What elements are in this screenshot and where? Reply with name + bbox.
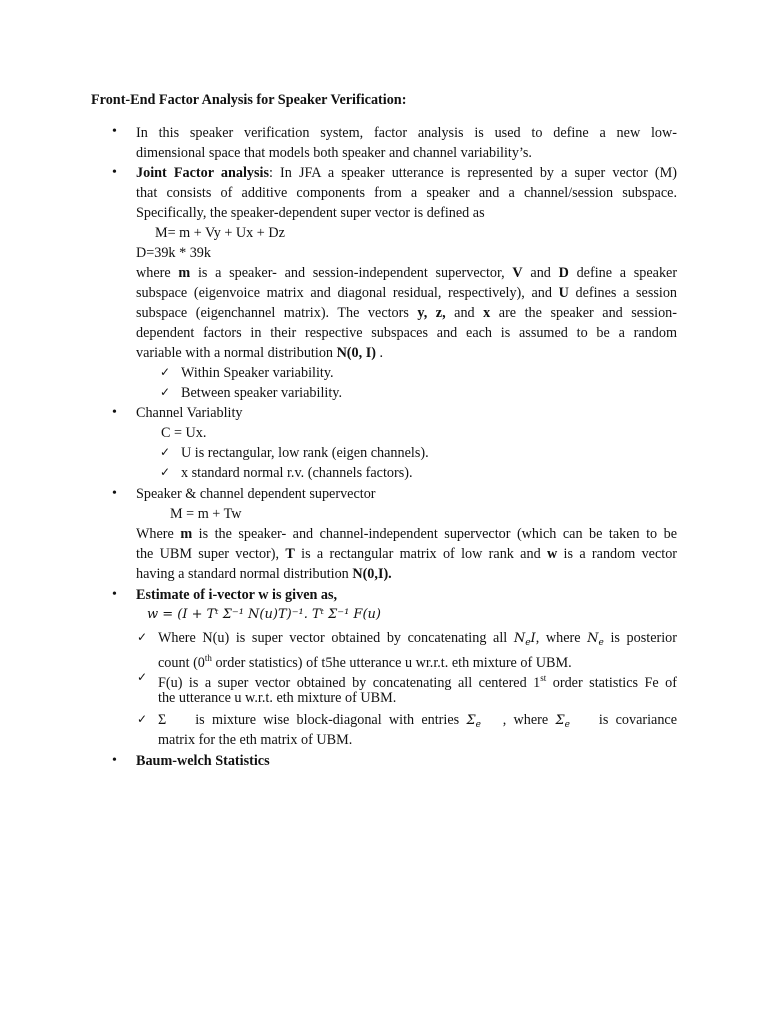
text: e [598,638,604,648]
jfa-line [136,343,383,363]
equation: M = m + Tw [170,506,242,522]
text: count (0 [158,655,205,671]
text: N(0, I) [336,345,376,361]
text: Estimate of i-vector w is given as, [136,587,338,603]
text: having a standard normal distribution [136,566,349,582]
ivector-label [136,585,337,605]
text: Σ [466,713,476,728]
text: th [204,653,212,663]
jfa-line [136,163,677,183]
text [555,713,570,728]
text: w [546,546,558,562]
check-item: Between speaker variability. [181,385,342,401]
text: are the speaker and session- [498,305,678,321]
ivector-line: the utterance u w.r.t. eth mixture of UBM. [158,690,397,706]
text: subspace (eigenchannel matrix). The vectors [136,305,409,321]
text: N [587,631,599,646]
check-icon: ✓ [160,445,171,459]
text: I [530,631,536,646]
text: and [530,265,551,281]
text: Σ [158,712,167,728]
check-icon: ✓ [160,385,171,399]
bullet-icon: • [112,753,117,768]
scd-line [136,564,392,584]
check-item: U is rectangular, low rank (eigen channels). [181,445,429,461]
scd-line [136,544,677,564]
text: subspace (eigenvoice matrix and diagonal residual, respectively), and [136,285,552,301]
check-icon: ✓ [160,465,171,479]
text: , where [535,630,581,646]
ivector-line: matrix for the eth matrix of UBM. [158,732,353,748]
text: and [454,305,475,321]
baum-label [136,751,270,771]
text: the UBM super vector), [136,546,280,562]
text: m [178,265,191,281]
text: T [285,546,295,562]
text: e [564,720,570,730]
text: is a random vector [563,546,678,562]
text: x [483,305,491,321]
text: e [525,638,531,648]
text: V [512,265,523,281]
jfa-line: that consists of additive components from a speaker and a channel/session subspace. [136,185,677,201]
text: F(u) is a super vector obtained by concatenating all centered 1 [158,675,541,691]
text: is a speaker- and session-independent supervector, [197,265,505,281]
text: Σ [555,713,565,728]
bullet-icon: • [112,405,117,420]
check-icon: ✓ [137,630,148,644]
jfa-label: Joint Factor analysis [136,165,269,181]
equation: D=39k * 39k [136,245,211,261]
text [587,631,604,646]
text: is a rectangular matrix of low rank and [301,546,541,562]
text: D [558,265,569,281]
text: . [379,345,384,361]
text: , where [502,712,549,728]
text [514,631,536,646]
text: is the speaker- and channel-independent supervector (which can be taken to be [198,526,678,542]
channel-label: Channel Variablity [136,405,243,421]
ivector-formula: w = (I + Tᵗ Σ⁻¹ N(u)T)⁻¹. Tᵗ Σ⁻¹ F(u) [147,607,381,622]
text: : In JFA a speaker utterance is represented by a super vector (M) [268,165,677,181]
bullet-icon: • [112,124,117,139]
jfa-line: dependent factors in their respective subspaces and each is assumed to be a random [136,325,677,341]
text: is posterior [610,630,677,646]
jfa-line [136,303,677,323]
jfa-line [136,263,677,283]
scd-label: Speaker & channel dependent supervector [136,486,376,502]
equation: M= m + Vy + Ux + Dz [155,225,285,241]
text: where [136,265,171,281]
text: e [475,720,481,730]
text: define a speaker [576,265,678,281]
paragraph-line: In this speaker verification system, factor analysis is used to define a new low- [136,125,677,141]
text: N(0,I). [352,566,392,582]
jfa-line [136,283,677,303]
equation: C = Ux. [161,425,207,441]
scd-line [136,524,677,544]
jfa-line: Specifically, the speaker-dependent super vector is defined as [136,205,485,221]
check-icon: ✓ [137,670,148,684]
text: U [558,285,569,301]
text: st [540,673,547,683]
check-item: x standard normal r.v. (channels factors). [181,465,413,481]
text [466,713,481,728]
text: variable with a normal distribution [136,345,334,361]
text: is mixture wise block-diagonal with entries [195,712,460,728]
text: Baum-welch Statistics [136,753,270,769]
check-item: Within Speaker variability. [181,365,334,381]
text: y, z, [417,305,446,321]
paragraph-line: dimensional space that models both speaker and channel variability’s. [136,145,532,161]
bullet-icon: • [112,165,117,180]
text: order statistics) of t5he utterance u wr.r.t. eth mixture of UBM. [215,655,572,671]
check-icon: ✓ [137,712,148,726]
text: Where [136,526,174,542]
text: m [180,526,193,542]
check-icon: ✓ [160,365,171,379]
text: Where N(u) is super vector obtained by concatenating all [158,630,508,646]
bullet-icon: • [112,587,117,602]
text: defines a session [575,285,678,301]
text: is covariance [598,712,678,728]
text: order statistics Fe of [552,675,677,691]
bullet-icon: • [112,486,117,501]
page-title: Front-End Factor Analysis for Speaker Verification: [91,92,407,108]
text: N [513,631,526,646]
